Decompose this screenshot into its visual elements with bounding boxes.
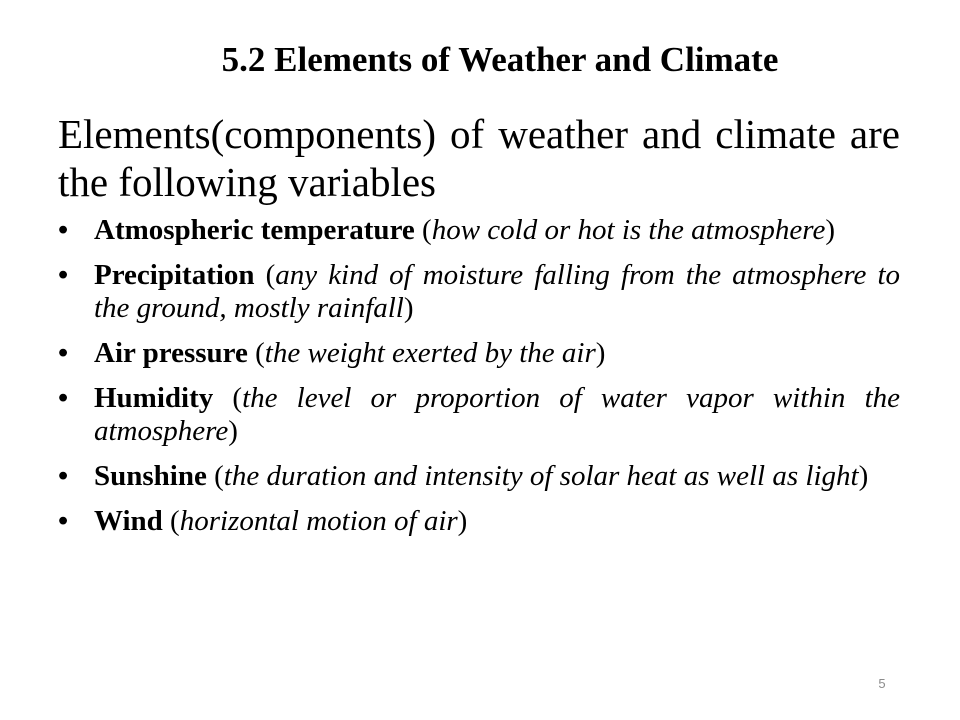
element-term: Wind <box>94 505 163 537</box>
bullet-list <box>58 214 900 550</box>
open-paren: ( <box>214 460 224 492</box>
element-term: Atmospheric temperature <box>94 214 415 246</box>
list-item <box>58 382 900 448</box>
slide-title: 5.2 Elements of Weather and Climate <box>221 40 779 79</box>
open-paren: ( <box>255 337 265 369</box>
element-term: Sunshine <box>94 460 207 492</box>
element-description: how cold or hot is the atmosphere <box>431 214 826 246</box>
list-item <box>58 505 900 538</box>
list-item <box>58 337 900 370</box>
bullet-icon: • <box>58 505 69 537</box>
element-description: any kind of moisture falling from the atmosphere to the ground, mostly rainfall <box>94 259 901 324</box>
open-paren: ( <box>265 259 276 291</box>
element-description: the weight exerted by the air <box>264 337 596 369</box>
open-paren: ( <box>422 214 432 246</box>
list-item <box>58 460 900 493</box>
open-paren: ( <box>232 382 243 414</box>
intro-text: Elements(components) of weather and climate are the following variables <box>58 111 900 205</box>
close-paren: ) <box>228 415 238 447</box>
close-paren: ) <box>595 337 606 369</box>
close-paren: ) <box>457 505 468 537</box>
bullet-icon: • <box>58 460 69 492</box>
bullet-icon: • <box>58 337 69 369</box>
bullet-icon: • <box>58 214 69 246</box>
element-term: Precipitation <box>94 259 255 291</box>
list-item <box>58 214 900 247</box>
page-number: 5 <box>878 676 886 691</box>
bullet-icon: • <box>58 382 69 414</box>
close-paren: ) <box>858 460 869 492</box>
list-item <box>58 259 900 325</box>
close-paren: ) <box>825 214 836 246</box>
open-paren: ( <box>170 505 180 537</box>
element-description: the duration and intensity of solar heat as well as light <box>223 460 859 492</box>
element-description: the level or proportion of water vapor within the atmosphere <box>94 382 900 447</box>
element-term: Air pressure <box>94 337 248 369</box>
close-paren: ) <box>403 292 414 324</box>
bullet-icon: • <box>58 259 69 291</box>
element-term: Humidity <box>94 382 214 414</box>
element-description: horizontal motion of air <box>179 505 458 537</box>
